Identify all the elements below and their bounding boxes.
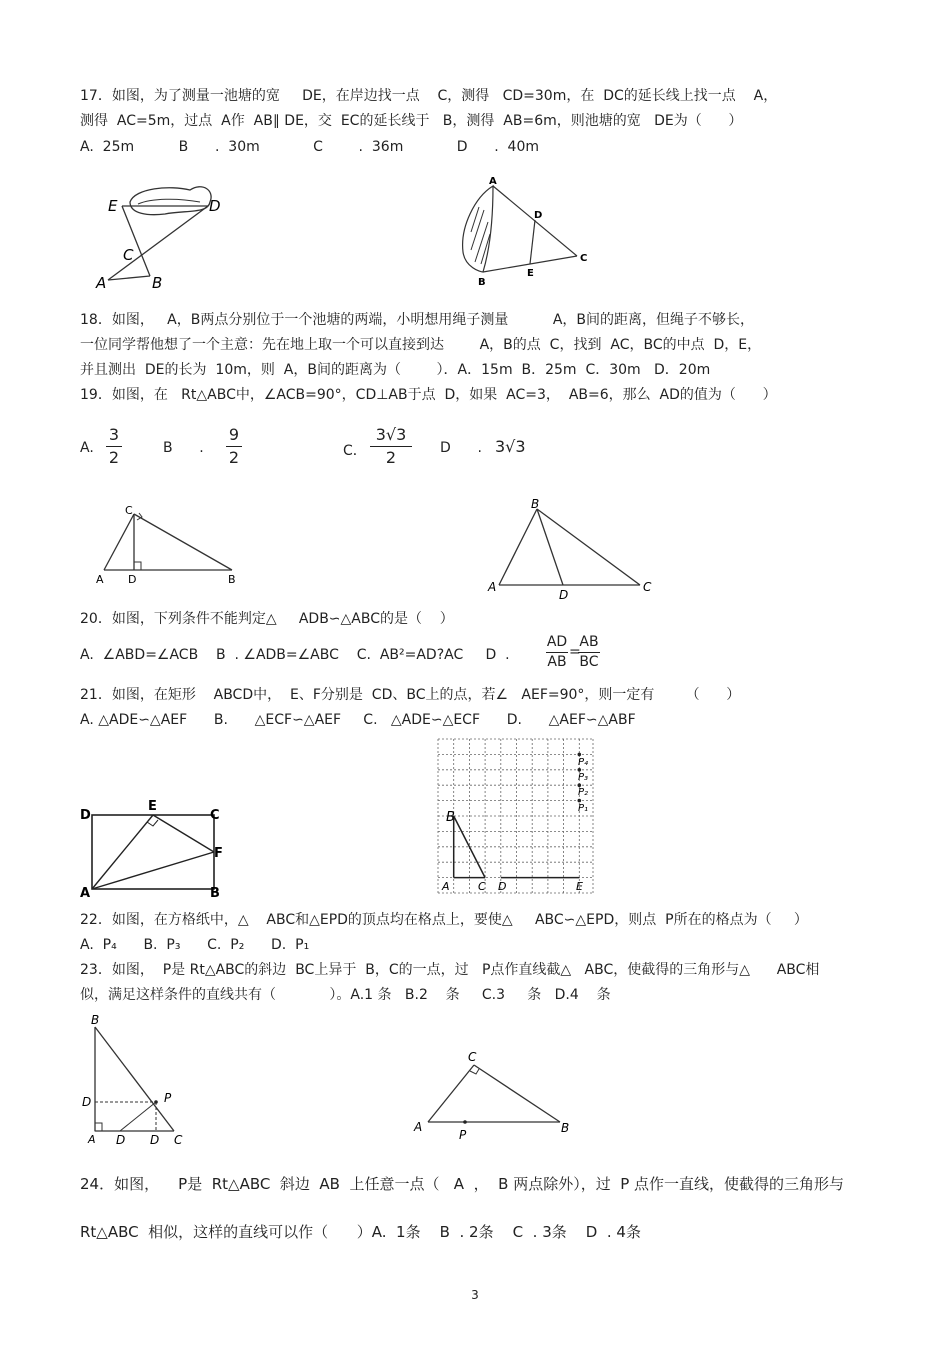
q24-line2: Rt△ABC 相似，这样的直线可以作（ ）A. 1条 B . 2条 C . 3条 D . 4条 [80, 1223, 641, 1241]
label-F: F [214, 846, 223, 861]
label-C: C [580, 253, 588, 264]
page-number: 3 [471, 1288, 479, 1302]
q20-line1: 20．如图，下列条件不能判定△ ADB∽△ABC的是（ ） [80, 611, 454, 627]
q17-line1: 17．如图，为了测量一池塘的宽 DE，在岸边找一点 C，测得 CD=30m，在 DC的延长线上找一点 A， [80, 88, 778, 104]
figure-19-left [92, 500, 252, 590]
q23-line2: 似，满足这样条件的直线共有（ ）。A.1 条 B.2 条 C.3 条 D.4 条 [80, 987, 611, 1003]
label-P4: P₄ [578, 757, 589, 768]
label-B: B [228, 573, 236, 586]
label-B: B [478, 277, 486, 288]
q19-option-d-value: 3√3 [495, 437, 526, 456]
label-A: A [96, 274, 107, 292]
q22-options: A. P₄ B. P₃ C. P₂ D. P₁ [80, 937, 310, 953]
label-B: B [446, 810, 455, 825]
label-A: A [442, 880, 450, 893]
label-D-left: D [82, 1095, 92, 1109]
label-D: D [209, 197, 221, 215]
label-C: C [123, 246, 134, 264]
q19-option-b: B . [163, 440, 204, 456]
q19-option-a-fraction [106, 425, 122, 468]
label-C: C [125, 504, 133, 517]
label-D: D [559, 588, 569, 602]
q19-option-c: C． [343, 443, 367, 459]
numerator: 3 [108, 425, 120, 444]
figure-21 [78, 795, 228, 903]
q20-option-d-fraction-left [546, 634, 568, 671]
denominator: BC [579, 654, 599, 670]
q17-options: A. 25m B . 30m C . 36m D . 40m [80, 139, 540, 155]
label-D: D [80, 808, 91, 823]
q20-option-d-equals: = [569, 644, 581, 660]
denominator: 2 [385, 448, 397, 467]
numerator: 3√3 [375, 425, 407, 444]
label-B: B [531, 497, 540, 511]
q17-line2: 测得 AC=5m，过点 A作 AB∥ DE，交 EC的延长线于 B，测得 AB=6m，则池塘的宽 DE为（ ） [80, 113, 743, 129]
q22-line1: 22．如图，在方格纸中，△ ABC和△EPD的顶点均在格点上，要使△ ABC∽△EPD，则点 P所在的格点为（ ） [80, 912, 808, 928]
label-A: A [414, 1120, 423, 1134]
denominator: 2 [228, 448, 240, 467]
figure-23-right [410, 1045, 580, 1145]
numerator: AB [579, 634, 599, 650]
q19-option-c-fraction [370, 425, 412, 468]
figure-17 [90, 180, 240, 295]
label-P3: P₃ [578, 772, 589, 783]
q21-options: A. △ADE∽△AEF B. △ECF∽△AEF C. △ADE∽△ECF D. △AEF∽△ABF [80, 712, 636, 728]
label-E: E [108, 197, 118, 215]
label-D-bottom-1: D [116, 1133, 126, 1147]
q20-options: A. ∠ABD=∠ACB B . ∠ADB=∠ABC C. AB²=AD?AC D . [80, 647, 510, 663]
label-C: C [478, 880, 486, 893]
label-A: A [489, 176, 497, 187]
label-C: C [174, 1133, 183, 1147]
numerator: AD [546, 634, 568, 650]
figure-22-grid [436, 737, 596, 897]
label-D: D [128, 573, 137, 586]
label-A: A [80, 886, 91, 901]
q18-line3: 并且测出 DE的长为 10m，则 A，B间的距离为（ ）．A．15m B．25m C．30m D．20m [80, 362, 711, 378]
label-A: A [488, 580, 497, 594]
denominator: AB [547, 654, 567, 670]
label-P: P [164, 1091, 172, 1105]
figure-18 [455, 172, 595, 292]
q19-line1: 19．如图，在 Rt△ABC中，∠ACB=90°，CD⊥AB于点 D，如果 AC=3， AB=6，那么 AD的值为（ ） [80, 387, 777, 403]
figure-19-right [485, 495, 660, 605]
label-B: B [210, 886, 220, 901]
label-P1: P₁ [578, 803, 589, 814]
label-C: C [643, 580, 652, 594]
label-D: D [534, 210, 543, 221]
label-E: E [527, 268, 534, 279]
label-E: E [576, 880, 583, 893]
label-A: A [88, 1133, 96, 1146]
q23-line1: 23．如图， P是 Rt△ABC的斜边 BC上异于 B，C的一点，过 P点作直线截△ ABC，使截得的三角形与△ ABC相 [80, 962, 820, 978]
denominator: 2 [108, 448, 120, 467]
numerator: 9 [228, 425, 240, 444]
label-B: B [561, 1121, 570, 1135]
label-D: D [498, 880, 507, 893]
q19-option-a: A. [80, 440, 94, 456]
label-P2: P₂ [578, 787, 589, 798]
label-B: B [152, 274, 163, 292]
label-C: C [468, 1050, 477, 1064]
figure-23-left [78, 1010, 193, 1150]
label-A: A [96, 573, 104, 586]
q19-option-d: D . [440, 440, 482, 456]
q19-option-b-fraction [226, 425, 242, 468]
q24-line1: 24．如图， P是 Rt△ABC 斜边 AB 上任意一点（ A ， B 两点除外），过 P 点作一直线，使截得的三角形与 [80, 1175, 845, 1193]
q21-line1: 21．如图，在矩形 ABCD中， E、F分别是 CD、BC上的点，若∠ AEF=90°，则一定有 （ ） [80, 687, 741, 703]
label-E: E [148, 799, 157, 814]
q18-line2: 一位同学帮他想了一个主意：先在地上取一个可以直接到达 A，B的点 C，找到 AC，BC的中点 D，E， [80, 337, 762, 353]
q20-option-d-fraction-right [578, 634, 600, 671]
label-C: C [210, 808, 220, 823]
q18-line1: 18．如图， A，B两点分别位于一个池塘的两端，小明想用绳子测量 A，B间的距离，但绳子不够长， [80, 312, 755, 328]
label-D-bottom-2: D [150, 1133, 160, 1147]
label-P: P [459, 1128, 467, 1142]
label-B: B [91, 1013, 100, 1027]
